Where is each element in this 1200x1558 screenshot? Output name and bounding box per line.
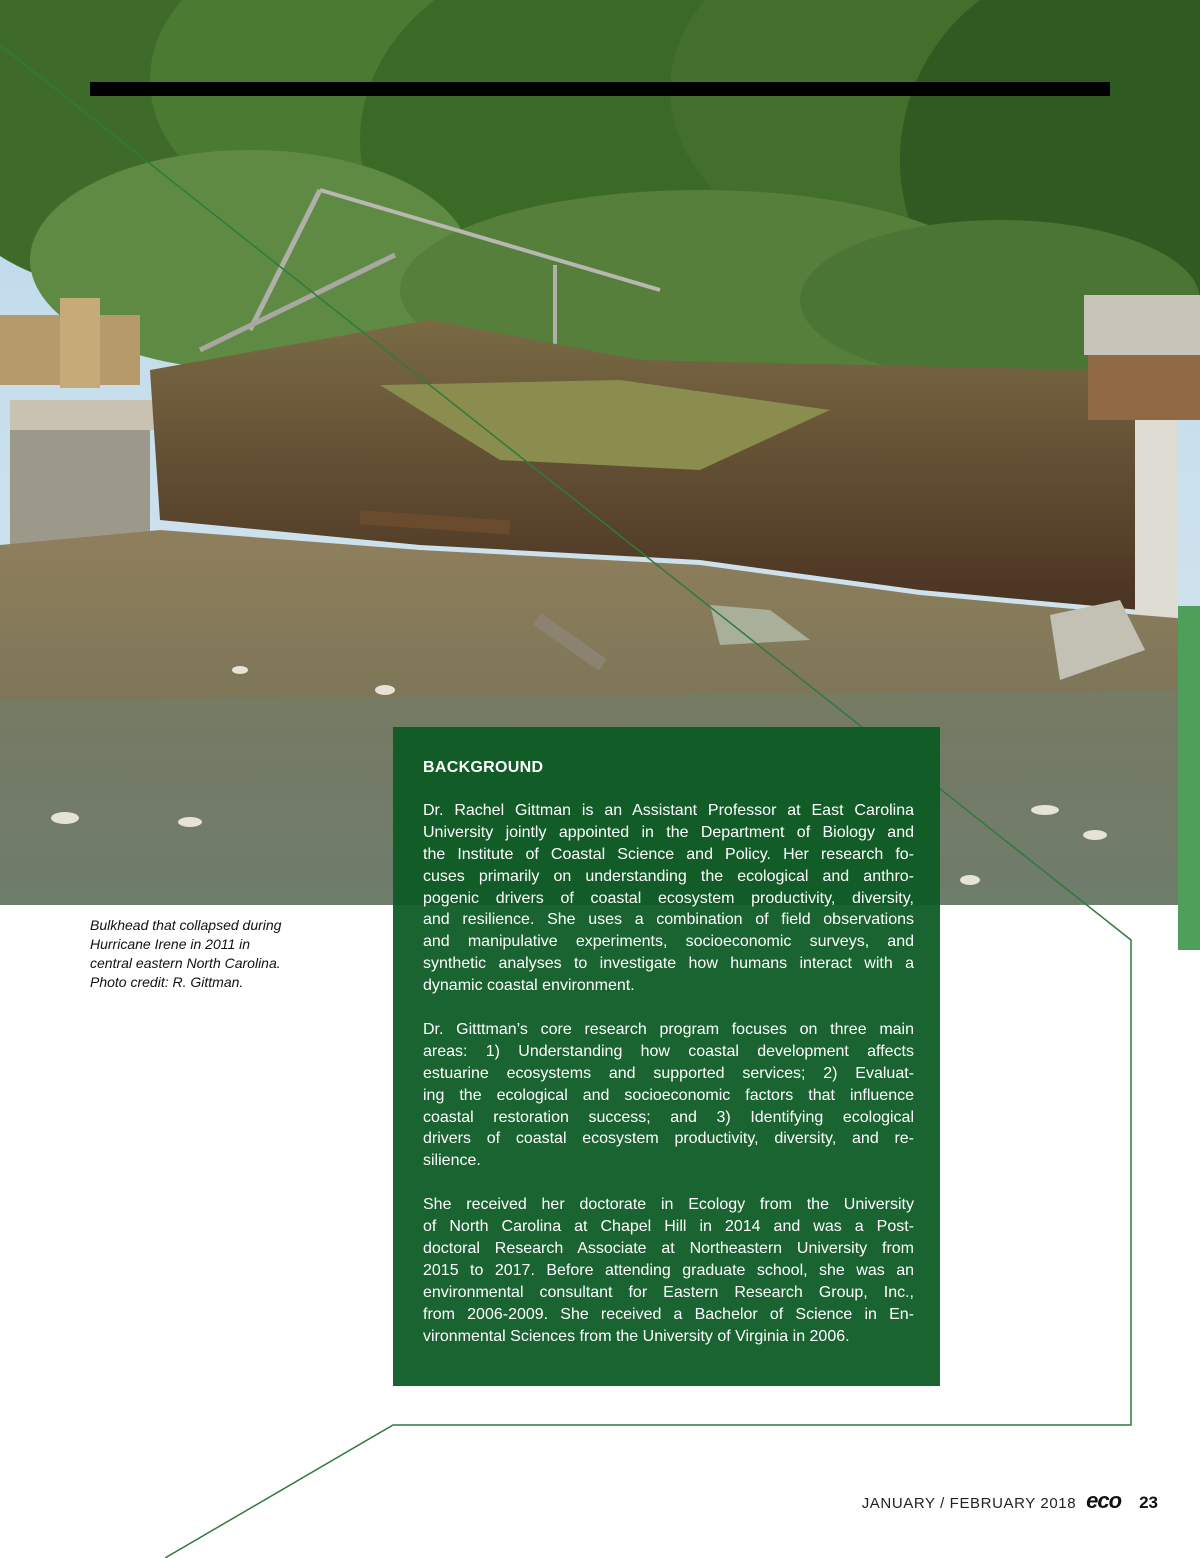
issue-date: JANUARY / FEBRUARY 2018	[861, 1495, 1077, 1512]
text-line: synthetic analyses to investigate how humans interact with a	[423, 955, 914, 973]
text-line: from 2006-2009. She received a Bachelor of Science in En-	[423, 1305, 914, 1323]
page-footer	[861, 1488, 1158, 1513]
section-heading: BACKGROUND	[423, 759, 544, 776]
caption-line: central eastern North Carolina.	[90, 955, 281, 971]
text-line: 2015 to 2017. Before attending graduate school, she was an	[423, 1261, 914, 1279]
green-side-tab	[1178, 606, 1200, 950]
text-line: and manipulative experiments, socioeconomic surveys, and	[423, 933, 914, 951]
text-line: pogenic drivers of coastal ecosystem productivity, diversity,	[423, 889, 914, 907]
background-paragraph-2	[423, 1019, 914, 1172]
text-line: of North Carolina at Chapel Hill in 2014 and was a Post-	[423, 1218, 914, 1236]
caption-line: Bulkhead that collapsed during	[90, 917, 282, 933]
text-line: doctoral Research Associate at Northeastern University from	[423, 1240, 914, 1257]
text-line: and resilience. She uses a combination of field observations	[423, 911, 914, 929]
text-line: the Institute of Coastal Science and Policy. Her research fo-	[423, 845, 914, 863]
magazine-logo: eco	[1086, 1488, 1122, 1513]
background-paragraph-3	[423, 1194, 914, 1347]
caption-line: Hurricane Irene in 2011 in	[90, 936, 251, 952]
black-header-rule	[90, 82, 1110, 96]
text-line: ing the ecological and socioeconomic factors that influence	[423, 1086, 914, 1104]
text-line: Dr. Gitttman’s core research program focuses on three main	[423, 1020, 914, 1038]
text-line: vironmental Sciences from the University of Virginia in 2006.	[423, 1327, 850, 1345]
page-number: 23	[1139, 1493, 1158, 1512]
text-line: dynamic coastal environment.	[423, 977, 635, 995]
text-line: coastal restoration success; and 3) Identifying ecological	[423, 1108, 914, 1126]
text-line: Dr. Rachel Gittman is an Assistant Professor at East Carolina	[423, 801, 914, 819]
text-line: She received her doctorate in Ecology from the University	[423, 1196, 914, 1214]
text-line: silience.	[423, 1152, 481, 1170]
photo-caption	[90, 916, 320, 992]
text-line: drivers of coastal ecosystem productivity, diversity, and re-	[423, 1130, 914, 1148]
text-line: areas: 1) Understanding how coastal development affects	[423, 1042, 914, 1060]
background-sidebar	[393, 727, 940, 1386]
text-line: cuses primarily on understanding the ecological and anthro-	[423, 867, 914, 885]
caption-line: Photo credit: R. Gittman.	[90, 974, 244, 990]
text-line: University jointly appointed in the Department of Biology and	[423, 823, 914, 841]
text-line: estuarine ecosystems and supported services; 2) Evaluat-	[423, 1064, 914, 1082]
background-paragraph-1	[423, 800, 914, 997]
text-line: environmental consultant for Eastern Research Group, Inc.,	[423, 1283, 914, 1301]
